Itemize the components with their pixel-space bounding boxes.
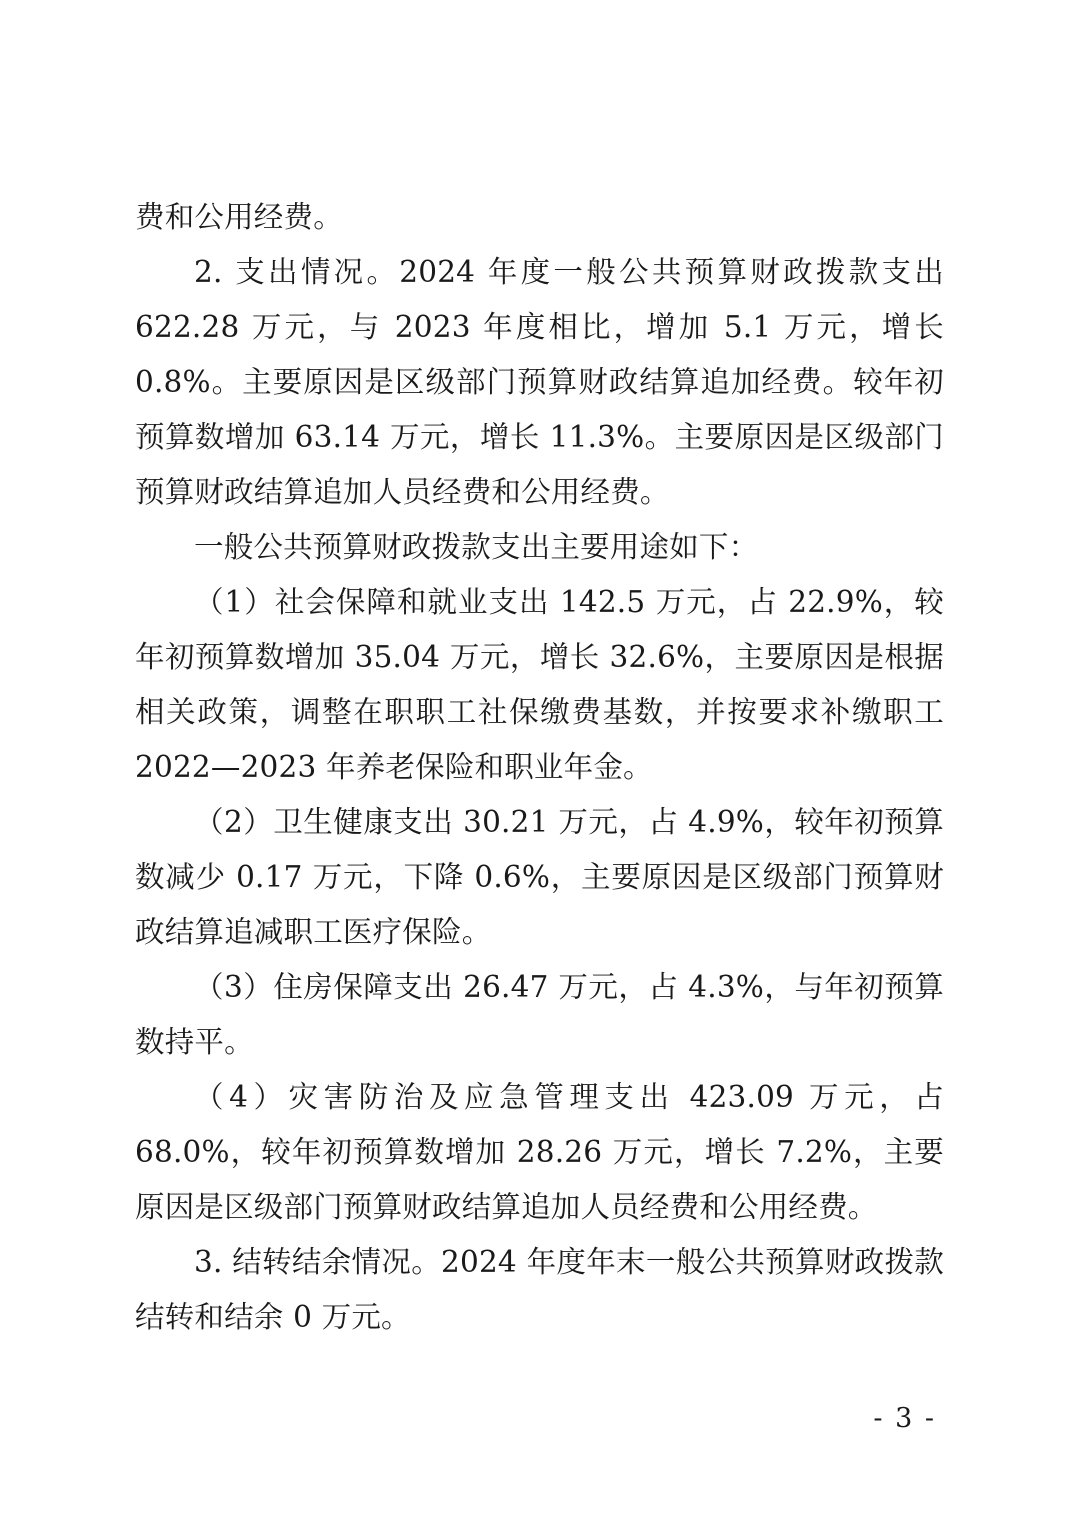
- paragraph-item-4: （4）灾害防治及应急管理支出 423.09 万元，占 68.0%，较年初预算数增加 28.26 万元，增长 7.2%，主要原因是区级部门预算财政结算追加人员经费和公用经费。: [135, 1080, 954, 1224]
- paragraph-expenditure-overview: 2. 支出情况。2024 年度一般公共预算财政拨款支出 622.28 万元，与 2023 年度相比，增加 5.1 万元，增长 0.8%。主要原因是区级部门预算财政结算追加经费。较年初预算数增加 63.14 万元，增长 11.3%。主要原因是区级部门预算财政结算追加人员经费和公用经费。: [135, 255, 954, 509]
- paragraph-item-2: （2）卫生健康支出 30.21 万元，占 4.9%，较年初预算数减少 0.17 万元，下降 0.6%，主要原因是区级部门预算财政结算追减职工医疗保险。: [135, 805, 944, 949]
- paragraph-usage-lead: 一般公共预算财政拨款支出主要用途如下：: [194, 530, 759, 564]
- paragraph-item-1: （1）社会保障和就业支出 142.5 万元，占 22.9%，较年初预算数增加 35.04 万元，增长 32.6%，主要原因是根据相关政策，调整在职职工社保缴费基数，并按要求补缴职工 2022—2023 年养老保险和职业年金。: [135, 585, 954, 784]
- document-body: [135, 190, 954, 1345]
- page-number: - 3 -: [873, 1403, 936, 1434]
- paragraph-item-3: （3）住房保障支出 26.47 万元，占 4.3%，与年初预算数持平。: [135, 970, 944, 1059]
- paragraph-carryover: 3. 结转结余情况。2024 年度年末一般公共预算财政拨款结转和结余 0 万元。: [135, 1245, 944, 1334]
- paragraph-continuation: 费和公用经费。: [135, 200, 343, 234]
